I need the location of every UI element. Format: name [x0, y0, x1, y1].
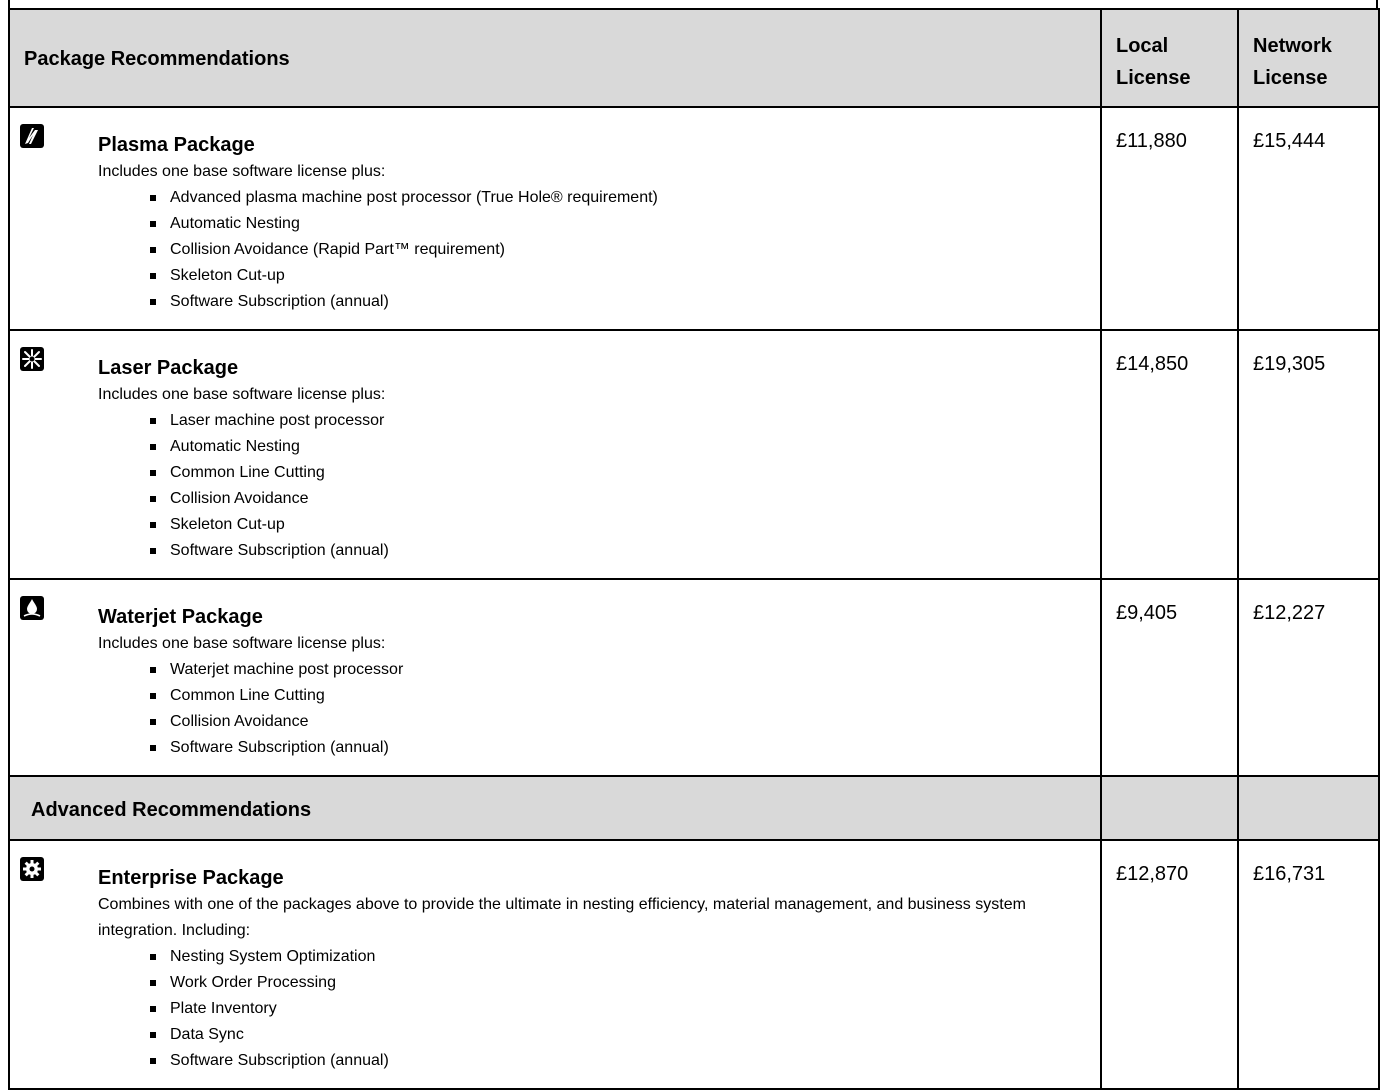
empty-header-cell [1238, 776, 1379, 840]
feature-item: Collision Avoidance (Rapid Part™ requirement) [150, 237, 1100, 263]
local-license-price: £14,850 [1101, 330, 1238, 579]
feature-item: Common Line Cutting [150, 683, 1100, 709]
package-description: Includes one base software license plus: [98, 163, 386, 180]
package-description-cell [9, 579, 1101, 776]
package-row [9, 107, 1379, 330]
local-license-price: £11,880 [1101, 107, 1238, 330]
feature-item: Skeleton Cut-up [150, 263, 1100, 289]
section-title-packages: Package Recommendations [9, 9, 1101, 107]
feature-list [98, 408, 1100, 564]
network-license-price: £19,305 [1238, 330, 1379, 579]
waterjet-icon [20, 596, 44, 620]
feature-item: Waterjet machine post processor [150, 657, 1100, 683]
column-header-local-license: Local License [1101, 9, 1238, 107]
package-name: Enterprise Package [98, 867, 284, 889]
feature-item: Laser machine post processor [150, 408, 1100, 434]
feature-item: Collision Avoidance [150, 486, 1100, 512]
feature-item: Nesting System Optimization [150, 944, 1070, 970]
package-row [9, 579, 1379, 776]
local-license-price: £9,405 [1101, 579, 1238, 776]
feature-item: Software Subscription (annual) [150, 1048, 1070, 1074]
package-row [9, 840, 1379, 1089]
feature-item: Advanced plasma machine post processor (True Hole® requirement) [150, 185, 1100, 211]
package-name: Plasma Package [98, 134, 255, 156]
feature-list [98, 185, 1100, 315]
gear-icon [20, 857, 44, 881]
feature-item: Skeleton Cut-up [150, 512, 1100, 538]
local-license-price: £12,870 [1101, 840, 1238, 1089]
feature-item: Collision Avoidance [150, 709, 1100, 735]
feature-item: Automatic Nesting [150, 211, 1100, 237]
feature-item: Software Subscription (annual) [150, 735, 1100, 761]
package-description: Combines with one of the packages above to provide the ultimate in nesting efficiency, material management, and business system integration. Including: [98, 896, 1026, 939]
plasma-icon [20, 124, 44, 148]
advanced-header-row [9, 776, 1379, 840]
table-header-row [9, 9, 1379, 107]
empty-header-cell [1101, 776, 1238, 840]
section-title-advanced: Advanced Recommendations [9, 776, 1101, 840]
feature-list [98, 944, 1070, 1074]
feature-item: Work Order Processing [150, 970, 1070, 996]
package-description-cell [9, 840, 1101, 1089]
feature-list [98, 657, 1100, 761]
package-row [9, 330, 1379, 579]
feature-item: Software Subscription (annual) [150, 289, 1100, 315]
package-description: Includes one base software license plus: [98, 386, 386, 403]
package-description-cell [9, 107, 1101, 330]
feature-item: Software Subscription (annual) [150, 538, 1100, 564]
network-license-price: £15,444 [1238, 107, 1379, 330]
feature-item: Plate Inventory [150, 996, 1070, 1022]
feature-item: Common Line Cutting [150, 460, 1100, 486]
laser-icon [20, 347, 44, 371]
pricing-table [8, 8, 1380, 1090]
feature-item: Data Sync [150, 1022, 1070, 1048]
package-name: Laser Package [98, 357, 239, 379]
package-description: Includes one base software license plus: [98, 635, 386, 652]
network-license-price: £16,731 [1238, 840, 1379, 1089]
network-license-price: £12,227 [1238, 579, 1379, 776]
feature-item: Automatic Nesting [150, 434, 1100, 460]
package-name: Waterjet Package [98, 606, 263, 628]
package-description-cell [9, 330, 1101, 579]
column-header-network-license: Network License [1238, 9, 1379, 107]
